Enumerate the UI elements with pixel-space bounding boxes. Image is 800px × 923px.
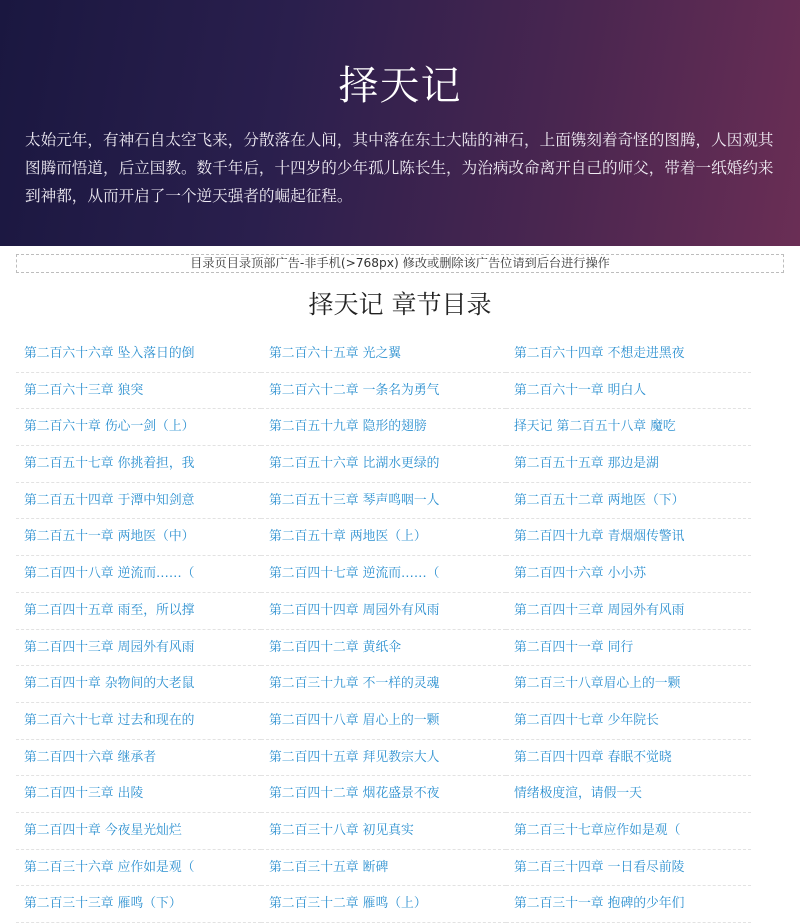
chapter-link[interactable]: 第二百三十八章 初见真实 [261, 813, 506, 850]
chapter-link[interactable]: 第二百五十三章 琴声鸣咽一人 [261, 483, 506, 520]
chapter-link[interactable]: 第二百四十八章 眉心上的一颗 [261, 703, 506, 740]
chapter-link[interactable]: 第二百四十六章 继承者 [16, 740, 261, 777]
book-title: 择天记 [338, 63, 462, 109]
chapter-link[interactable]: 第二百五十章 两地医（上） [261, 519, 506, 556]
chapter-link[interactable]: 第二百三十一章 抱碑的少年们 [506, 886, 751, 923]
chapter-link[interactable]: 第二百五十四章 于潭中知剑意 [16, 483, 261, 520]
chapter-link[interactable]: 第二百四十三章 出陵 [16, 776, 261, 813]
chapter-link[interactable]: 第二百六十二章 一条名为勇气 [261, 373, 506, 410]
book-description: 太始元年，有神石自太空飞来，分散落在人间，其中落在东土大陆的神石，上面镌刻着奇怪的图腾，人因观其图腾而悟道，后立国教。数千年后，十四岁的少年孤儿陈长生，为治病改命离开自己的师父，带着一纸婚约来到神都，从而开启了一个逆天强者的崛起征程。 [25, 131, 774, 205]
chapter-link[interactable]: 第二百四十七章 逆流而……（ [261, 556, 506, 593]
chapter-link[interactable]: 第二百四十五章 拜见教宗大人 [261, 740, 506, 777]
chapter-link[interactable]: 第二百四十一章 同行 [506, 630, 751, 667]
ad-banner[interactable]: 目录页目录顶部广告-非手机(>768px) 修改或删除该广告位请到后台进行操作 [16, 254, 784, 273]
chapter-link[interactable]: 第二百四十三章 周园外有风雨 [506, 593, 751, 630]
chapter-link[interactable]: 情绪极度渲，请假一天 [506, 776, 751, 813]
chapter-link[interactable]: 择天记 第二百五十八章 魔吃 [506, 409, 751, 446]
chapter-link[interactable]: 第二百六十三章 狼突 [16, 373, 261, 410]
chapter-link[interactable]: 第二百五十二章 两地医（下） [506, 483, 751, 520]
chapter-link[interactable]: 第二百四十三章 周园外有风雨 [16, 630, 261, 667]
chapter-link[interactable]: 第二百三十八章眉心上的一颗 [506, 666, 751, 703]
chapter-list [16, 336, 751, 923]
chapter-link[interactable]: 第二百六十一章 明白人 [506, 373, 751, 410]
chapter-link[interactable]: 第二百四十八章 逆流而……（ [16, 556, 261, 593]
chapter-link[interactable]: 第二百四十七章 少年院长 [506, 703, 751, 740]
chapter-link[interactable]: 第二百五十六章 比湖水更绿的 [261, 446, 506, 483]
chapter-link[interactable]: 第二百三十四章 一日看尽前陵 [506, 850, 751, 887]
book-header [0, 0, 800, 246]
chapter-link[interactable]: 第二百三十五章 断碑 [261, 850, 506, 887]
chapter-link[interactable]: 第二百五十一章 两地医（中） [16, 519, 261, 556]
chapter-link[interactable]: 第二百五十九章 隐形的翅膀 [261, 409, 506, 446]
chapter-link[interactable]: 第二百六十五章 光之翼 [261, 336, 506, 373]
chapter-link[interactable]: 第二百四十六章 小小苏 [506, 556, 751, 593]
catalog-title: 择天记 章节目录 [308, 290, 492, 319]
chapter-link[interactable]: 第二百四十章 杂物间的大老鼠 [16, 666, 261, 703]
chapter-link[interactable]: 第二百四十九章 青烟烟传警讯 [506, 519, 751, 556]
chapter-link[interactable]: 第二百四十五章 雨至，所以撑 [16, 593, 261, 630]
chapter-link[interactable]: 第二百五十五章 那边是湖 [506, 446, 751, 483]
chapter-link[interactable]: 第二百六十七章 过去和现在的 [16, 703, 261, 740]
chapter-link[interactable]: 第二百四十章 今夜星光灿烂 [16, 813, 261, 850]
chapter-link[interactable]: 第二百三十九章 不一样的灵魂 [261, 666, 506, 703]
chapter-link[interactable]: 第二百五十七章 你挑着担，我 [16, 446, 261, 483]
chapter-link[interactable]: 第二百六十四章 不想走进黑夜 [506, 336, 751, 373]
chapter-link[interactable]: 第二百六十六章 坠入落日的倒 [16, 336, 261, 373]
chapter-link[interactable]: 第二百四十四章 春眠不觉晓 [506, 740, 751, 777]
chapter-link[interactable]: 第二百四十二章 黄纸伞 [261, 630, 506, 667]
chapter-link[interactable]: 第二百三十六章 应作如是观（ [16, 850, 261, 887]
chapter-link[interactable]: 第二百四十二章 烟花盛景不夜 [261, 776, 506, 813]
chapter-link[interactable]: 第二百三十二章 雁鸣（上） [261, 886, 506, 923]
chapter-link[interactable]: 第二百四十四章 周园外有风雨 [261, 593, 506, 630]
chapter-link[interactable]: 第二百六十章 伤心一剑（上） [16, 409, 261, 446]
chapter-link[interactable]: 第二百三十三章 雁鸣（下） [16, 886, 261, 923]
chapter-link[interactable]: 第二百三十七章应作如是观（ [506, 813, 751, 850]
